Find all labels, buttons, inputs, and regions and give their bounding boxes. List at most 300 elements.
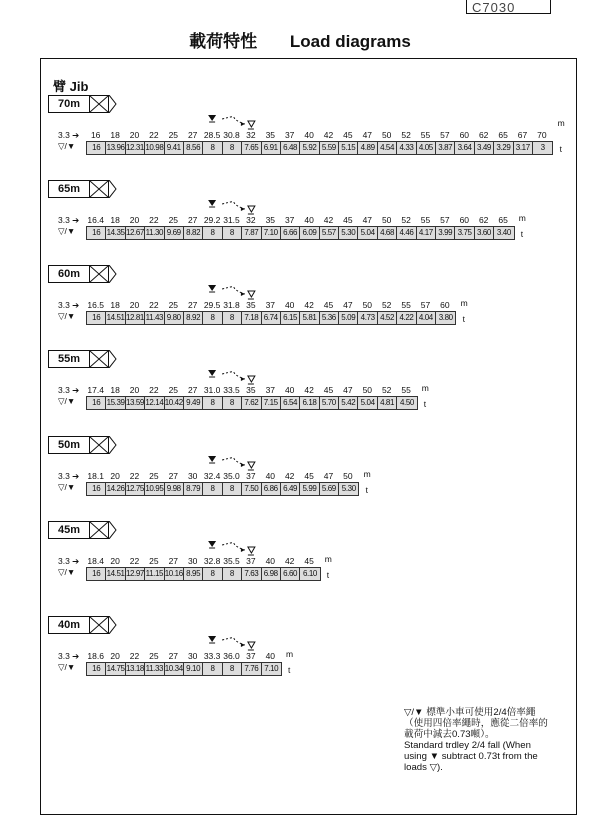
radius-value: 55: [401, 300, 411, 310]
radius-unit: m: [557, 118, 565, 128]
load-table: [86, 226, 515, 240]
load-cell: 7.62: [242, 397, 261, 409]
title-chinese: 載荷特性: [189, 32, 258, 51]
radius-value: 32: [246, 130, 256, 140]
load-cell: 16: [87, 483, 106, 495]
load-cell: 16: [87, 142, 106, 154]
radius-value: 55: [420, 215, 431, 225]
load-cell: 5.57: [320, 227, 339, 239]
radius-value: 50: [362, 385, 373, 395]
load-cell: 3.49: [475, 142, 494, 154]
load-cell: 9.80: [165, 312, 184, 324]
radius-value: 37: [246, 556, 256, 566]
load-cell: 8: [223, 227, 242, 239]
radius-value: 36.0: [223, 651, 240, 661]
load-cell: 7.18: [242, 312, 261, 324]
radius-value: 35.5: [223, 556, 240, 566]
hook-fall-label: ▽/▼: [58, 311, 76, 321]
load-cell: 11.30: [145, 228, 164, 237]
load-cell: 14.35: [106, 228, 125, 237]
radius-value: 18: [110, 130, 120, 140]
radius-value: 52: [381, 300, 392, 310]
radius-value: 45: [323, 385, 334, 395]
radius-value: 50: [343, 471, 353, 481]
radius-value: 40: [304, 130, 314, 140]
note-text: [404, 707, 554, 773]
min-radius-label: 3.3 ➔: [58, 556, 80, 566]
load-cell: 4.17: [417, 227, 436, 239]
load-cell: 12.81: [125, 313, 144, 322]
load-cell: 4.68: [378, 227, 397, 239]
load-cell: 5.92: [300, 142, 319, 154]
jib-section: [48, 181, 568, 251]
radius-unit: m: [518, 213, 526, 223]
load-cell: 3.40: [496, 228, 511, 237]
load-cell: 5.30: [339, 227, 358, 239]
radius-value: 52: [401, 130, 411, 140]
radius-value: 45: [343, 130, 353, 140]
load-cell: 14.26: [106, 484, 125, 493]
radius-value: 30: [187, 651, 198, 661]
radius-value: 37: [265, 385, 276, 395]
load-cell: 5.09: [339, 312, 358, 324]
radius-value: 37: [246, 471, 256, 481]
load-cell: 5.99: [300, 483, 319, 495]
min-radius-label: 3.3 ➔: [58, 651, 80, 661]
load-cell: 8: [203, 568, 222, 580]
jib-tip-cross-icon: [90, 95, 109, 113]
jib-length-label: 65m: [48, 180, 90, 198]
load-cell: 10.95: [145, 484, 164, 493]
radius-unit: m: [460, 298, 468, 308]
load-cell: 16: [87, 568, 106, 580]
radius-value: 25: [168, 300, 179, 310]
load-cell: 12.31: [125, 143, 144, 152]
load-cell: 14.51: [106, 313, 125, 322]
load-cell: 6.09: [300, 227, 319, 239]
jib-heading: 臂 Jib: [53, 79, 89, 94]
radius-value: 20: [129, 385, 140, 395]
radius-value: 18.6: [87, 651, 104, 661]
jib-section: [48, 437, 568, 507]
radius-value: 42: [323, 215, 334, 225]
radius-value: 25: [168, 130, 179, 140]
radius-value: 22: [149, 300, 159, 310]
radius-value: 29.5: [203, 300, 221, 310]
load-cell: 3.87: [436, 142, 455, 154]
radius-value: 25: [149, 651, 159, 661]
radius-value: 55: [420, 130, 431, 140]
radius-value: 32: [246, 215, 256, 225]
radius-value: 40: [265, 471, 276, 481]
load-cell: 8: [203, 397, 222, 409]
load-cell: 3.64: [455, 142, 474, 154]
load-unit: t: [462, 314, 465, 324]
min-radius-label: 3.3 ➔: [58, 215, 80, 225]
load-cell: 6.66: [281, 227, 300, 239]
radius-value: 57: [440, 130, 450, 140]
load-cell: 16: [87, 663, 106, 675]
radius-value: 42: [284, 471, 295, 481]
radius-value: 25: [168, 385, 179, 395]
load-cell: 10.34: [164, 664, 183, 673]
min-radius-label: 3.3 ➔: [58, 130, 80, 140]
radius-value: 31.8: [223, 300, 240, 310]
radius-value: 20: [110, 651, 120, 661]
radius-value: 27: [168, 651, 179, 661]
load-cell: 14.75: [106, 664, 125, 673]
jib-section: [48, 96, 568, 166]
load-cell: 3.29: [494, 142, 513, 154]
radius-value: 60: [459, 215, 470, 225]
load-cell: 4.73: [358, 312, 377, 324]
radius-value: 62: [478, 130, 489, 140]
min-radius-label: 3.3 ➔: [58, 300, 80, 310]
hook-fall-label: ▽/▼: [58, 226, 76, 236]
load-cell: 6.48: [281, 142, 300, 154]
load-cell: 8: [223, 483, 242, 495]
load-cell: 4.50: [399, 398, 414, 407]
load-cell: 7.87: [242, 227, 261, 239]
load-cell: 7.65: [242, 142, 261, 154]
radius-value: 50: [381, 130, 392, 140]
load-cell: 4.54: [378, 142, 397, 154]
radius-value: 45: [343, 215, 353, 225]
radius-value: 35: [246, 385, 256, 395]
load-cell: 6.86: [262, 483, 281, 495]
load-table: [86, 567, 321, 581]
load-cell: 4.33: [397, 142, 416, 154]
jib-length-box: [48, 181, 117, 197]
load-cell: 6.54: [281, 397, 300, 409]
radius-value: 47: [362, 130, 373, 140]
load-cell: 10.16: [164, 569, 183, 578]
load-cell: 8: [223, 568, 242, 580]
jib-length-label: 60m: [48, 265, 90, 283]
load-cell: 5.04: [358, 227, 377, 239]
load-cell: 6.98: [262, 568, 281, 580]
load-cell: 3.80: [438, 313, 453, 322]
header-rule: [466, 0, 467, 14]
radius-value: 27: [187, 130, 198, 140]
jib-section: [48, 351, 568, 421]
load-cell: 16: [87, 312, 106, 324]
load-table: [86, 662, 282, 676]
jib-tip-cross-icon: [90, 265, 109, 283]
radius-value: 60: [459, 130, 470, 140]
model-number: C7030: [472, 0, 516, 15]
trolley-change-icon: [48, 538, 568, 558]
radius-value: 16: [90, 130, 101, 140]
load-unit: t: [326, 570, 330, 580]
load-cell: 13.18: [125, 664, 144, 673]
jib-length-box: [48, 617, 117, 633]
jib-length-box: [48, 96, 117, 112]
radius-value: 35: [246, 300, 256, 310]
jib-length-label: 50m: [48, 436, 90, 454]
jib-tip-arrow-icon: [109, 521, 117, 539]
note-chinese: ▽/▼ 標準小車可使用2/4倍率繩（使用四倍率繩時，應從二倍率的載荷中減去0.73噸）。: [404, 707, 548, 740]
radius-value: 42: [284, 556, 295, 566]
jib-tip-cross-icon: [90, 521, 109, 539]
radius-unit: m: [421, 383, 429, 393]
radius-value: 70: [537, 130, 547, 140]
load-cell: 4.46: [397, 227, 416, 239]
load-cell: 7.10: [262, 227, 281, 239]
load-cell: 13.59: [125, 398, 144, 407]
load-cell: 12.97: [125, 569, 144, 578]
radius-value: 35: [265, 130, 276, 140]
load-cell: 8: [203, 483, 222, 495]
radius-value: 50: [362, 300, 373, 310]
jib-length-box: [48, 351, 117, 367]
load-cell: 12.14: [145, 398, 164, 407]
load-cell: 5.59: [320, 142, 339, 154]
load-cell: 7.50: [242, 483, 261, 495]
load-cell: 16: [87, 227, 106, 239]
jib-tip-arrow-icon: [109, 265, 117, 283]
radius-value: 18: [110, 215, 120, 225]
hook-fall-label: ▽/▼: [58, 567, 76, 577]
radius-value: 45: [304, 556, 314, 566]
load-cell: 5.69: [320, 483, 339, 495]
radius-value: 16.4: [87, 215, 104, 225]
jib-tip-arrow-icon: [109, 350, 117, 368]
load-cell: 3.75: [455, 227, 474, 239]
hook-fall-label: ▽/▼: [58, 662, 76, 672]
load-cell: 8: [203, 142, 222, 154]
radius-value: 27: [187, 385, 198, 395]
radius-value: 27: [187, 300, 198, 310]
load-cell: 6.49: [281, 483, 300, 495]
radius-value: 31.0: [203, 385, 221, 395]
load-cell: 15.39: [106, 398, 125, 407]
radius-value: 25: [149, 471, 159, 481]
load-cell: 7.15: [262, 397, 281, 409]
radius-value: 47: [362, 215, 373, 225]
load-cell: 6.18: [300, 397, 319, 409]
radius-value: 22: [149, 385, 159, 395]
load-cell: 3.60: [475, 227, 494, 239]
trolley-change-icon: [48, 112, 568, 132]
load-unit: t: [520, 229, 524, 239]
radius-value: 20: [129, 300, 140, 310]
load-cell: 8.56: [184, 142, 203, 154]
trolley-change-icon: [48, 197, 568, 217]
load-cell: 7.76: [242, 663, 261, 675]
load-cell: 5.30: [341, 484, 356, 493]
radius-unit: m: [286, 649, 294, 659]
load-cell: 9.49: [184, 397, 203, 409]
radius-value: 52: [401, 215, 411, 225]
jib-length-label: 45m: [48, 521, 90, 539]
radius-value: 42: [304, 385, 314, 395]
radius-value: 30: [187, 556, 198, 566]
load-cell: 16: [87, 397, 106, 409]
load-cell: 10.98: [145, 143, 164, 152]
radius-value: 40: [265, 651, 276, 661]
radius-value: 45: [304, 471, 314, 481]
trolley-change-icon: [48, 453, 568, 473]
load-cell: 5.81: [300, 312, 319, 324]
radius-value: 67: [517, 130, 528, 140]
radius-value: 25: [149, 556, 159, 566]
radius-value: 17.4: [87, 385, 104, 395]
load-cell: 11.43: [145, 313, 164, 322]
radius-value: 22: [129, 556, 140, 566]
load-unit: t: [365, 485, 368, 495]
radius-value: 65: [498, 130, 508, 140]
radius-value: 47: [323, 471, 334, 481]
jib-tip-arrow-icon: [109, 95, 117, 113]
hook-fall-label: ▽/▼: [58, 482, 76, 492]
load-cell: 12.75: [125, 484, 144, 493]
radius-value: 50: [381, 215, 392, 225]
load-cell: 4.89: [358, 142, 377, 154]
load-cell: 5.70: [320, 397, 339, 409]
jib-tip-arrow-icon: [109, 180, 117, 198]
radius-value: 37: [284, 130, 295, 140]
radius-value: 22: [149, 215, 159, 225]
radius-value: 22: [149, 130, 159, 140]
jib-section: [48, 522, 568, 592]
jib-length-box: [48, 522, 117, 538]
load-cell: 8: [223, 142, 242, 154]
radius-value: 27: [168, 471, 179, 481]
jib-length-label: 55m: [48, 350, 90, 368]
radius-value: 31.5: [223, 215, 240, 225]
jib-length-box: [48, 266, 117, 282]
load-cell: 9.98: [165, 483, 184, 495]
radius-value: 37: [265, 300, 276, 310]
jib-section: [48, 617, 568, 687]
radius-value: 30: [187, 471, 198, 481]
trolley-change-icon: [48, 367, 568, 387]
load-cell: 9.10: [184, 663, 203, 675]
load-cell: 11.15: [145, 569, 164, 578]
radius-value: 62: [478, 215, 489, 225]
load-cell: 6.10: [303, 569, 317, 578]
load-cell: 8: [223, 397, 242, 409]
radius-value: 60: [440, 300, 450, 310]
radius-value: 55: [401, 385, 411, 395]
hook-fall-label: ▽/▼: [58, 396, 76, 406]
jib-length-box: [48, 437, 117, 453]
load-cell: 6.91: [262, 142, 281, 154]
radius-value: 35.0: [223, 471, 240, 481]
radius-value: 57: [420, 300, 431, 310]
load-cell: 4.52: [378, 312, 397, 324]
radius-value: 20: [110, 556, 120, 566]
radius-value: 40: [265, 556, 276, 566]
radius-value: 20: [129, 130, 140, 140]
radius-value: 20: [129, 215, 140, 225]
radius-value: 27: [187, 215, 198, 225]
radius-value: 45: [323, 300, 334, 310]
radius-value: 37: [284, 215, 295, 225]
radius-value: 57: [440, 215, 450, 225]
radius-value: 35: [265, 215, 276, 225]
radius-value: 47: [343, 300, 353, 310]
radius-value: 40: [284, 300, 295, 310]
load-cell: 3.17: [514, 142, 533, 154]
trolley-change-icon: [48, 633, 568, 653]
load-cell: 12.67: [125, 228, 144, 237]
load-cell: 4.22: [397, 312, 416, 324]
load-cell: 8: [203, 312, 222, 324]
load-unit: t: [423, 399, 427, 409]
load-table: [86, 311, 456, 325]
radius-value: 47: [343, 385, 353, 395]
jib-length-label: 40m: [48, 616, 90, 634]
radius-value: 42: [304, 300, 314, 310]
load-table: [86, 482, 359, 496]
load-cell: 11.33: [145, 664, 164, 673]
radius-value: 16.5: [87, 300, 104, 310]
trolley-change-icon: [48, 282, 568, 302]
radius-value: 18: [110, 300, 120, 310]
radius-value: 37: [246, 651, 256, 661]
radius-value: 28.5: [203, 130, 221, 140]
load-cell: 4.04: [417, 312, 436, 324]
load-cell: 5.42: [339, 397, 358, 409]
load-cell: 8: [203, 663, 222, 675]
load-cell: 14.51: [106, 569, 125, 578]
load-cell: 8.79: [184, 483, 203, 495]
jib-length-label: 70m: [48, 95, 90, 113]
radius-unit: m: [324, 554, 332, 564]
jib-tip-cross-icon: [90, 616, 109, 634]
load-cell: 9.69: [165, 227, 184, 239]
min-radius-label: 3.3 ➔: [58, 385, 80, 395]
radius-value: 33.5: [223, 385, 240, 395]
title-english: Load diagrams: [289, 32, 411, 51]
radius-value: 27: [168, 556, 179, 566]
load-cell: 8.92: [184, 312, 203, 324]
radius-value: 52: [381, 385, 392, 395]
note-english: Standard trdley 2/4 fall (When using ▼ subtract 0.73t from the loads ▽).: [404, 740, 538, 773]
load-cell: 6.60: [281, 568, 300, 580]
load-cell: 3: [540, 143, 545, 152]
radius-value: 32.8: [203, 556, 221, 566]
load-cell: 8.95: [184, 568, 203, 580]
radius-value: 33.3: [203, 651, 221, 661]
load-cell: 4.81: [378, 397, 397, 409]
load-cell: 8: [203, 227, 222, 239]
load-cell: 5.36: [320, 312, 339, 324]
radius-value: 18: [110, 385, 120, 395]
jib-tip-arrow-icon: [109, 436, 117, 454]
load-cell: 10.42: [164, 398, 183, 407]
load-cell: 4.05: [417, 142, 436, 154]
radius-value: 22: [129, 651, 140, 661]
radius-value: 22: [129, 471, 140, 481]
radius-value: 42: [323, 130, 334, 140]
jib-tip-cross-icon: [90, 436, 109, 454]
load-cell: 13.96: [106, 143, 125, 152]
load-cell: 6.15: [281, 312, 300, 324]
load-cell: 8: [223, 663, 242, 675]
load-cell: 5.04: [358, 397, 377, 409]
radius-value: 20: [110, 471, 120, 481]
jib-tip-cross-icon: [90, 350, 109, 368]
load-table: [86, 396, 418, 410]
load-cell: 7.10: [264, 664, 279, 673]
min-radius-label: 3.3 ➔: [58, 471, 80, 481]
load-cell: 3.99: [436, 227, 455, 239]
jib-tip-arrow-icon: [109, 616, 117, 634]
radius-value: 30.8: [223, 130, 240, 140]
